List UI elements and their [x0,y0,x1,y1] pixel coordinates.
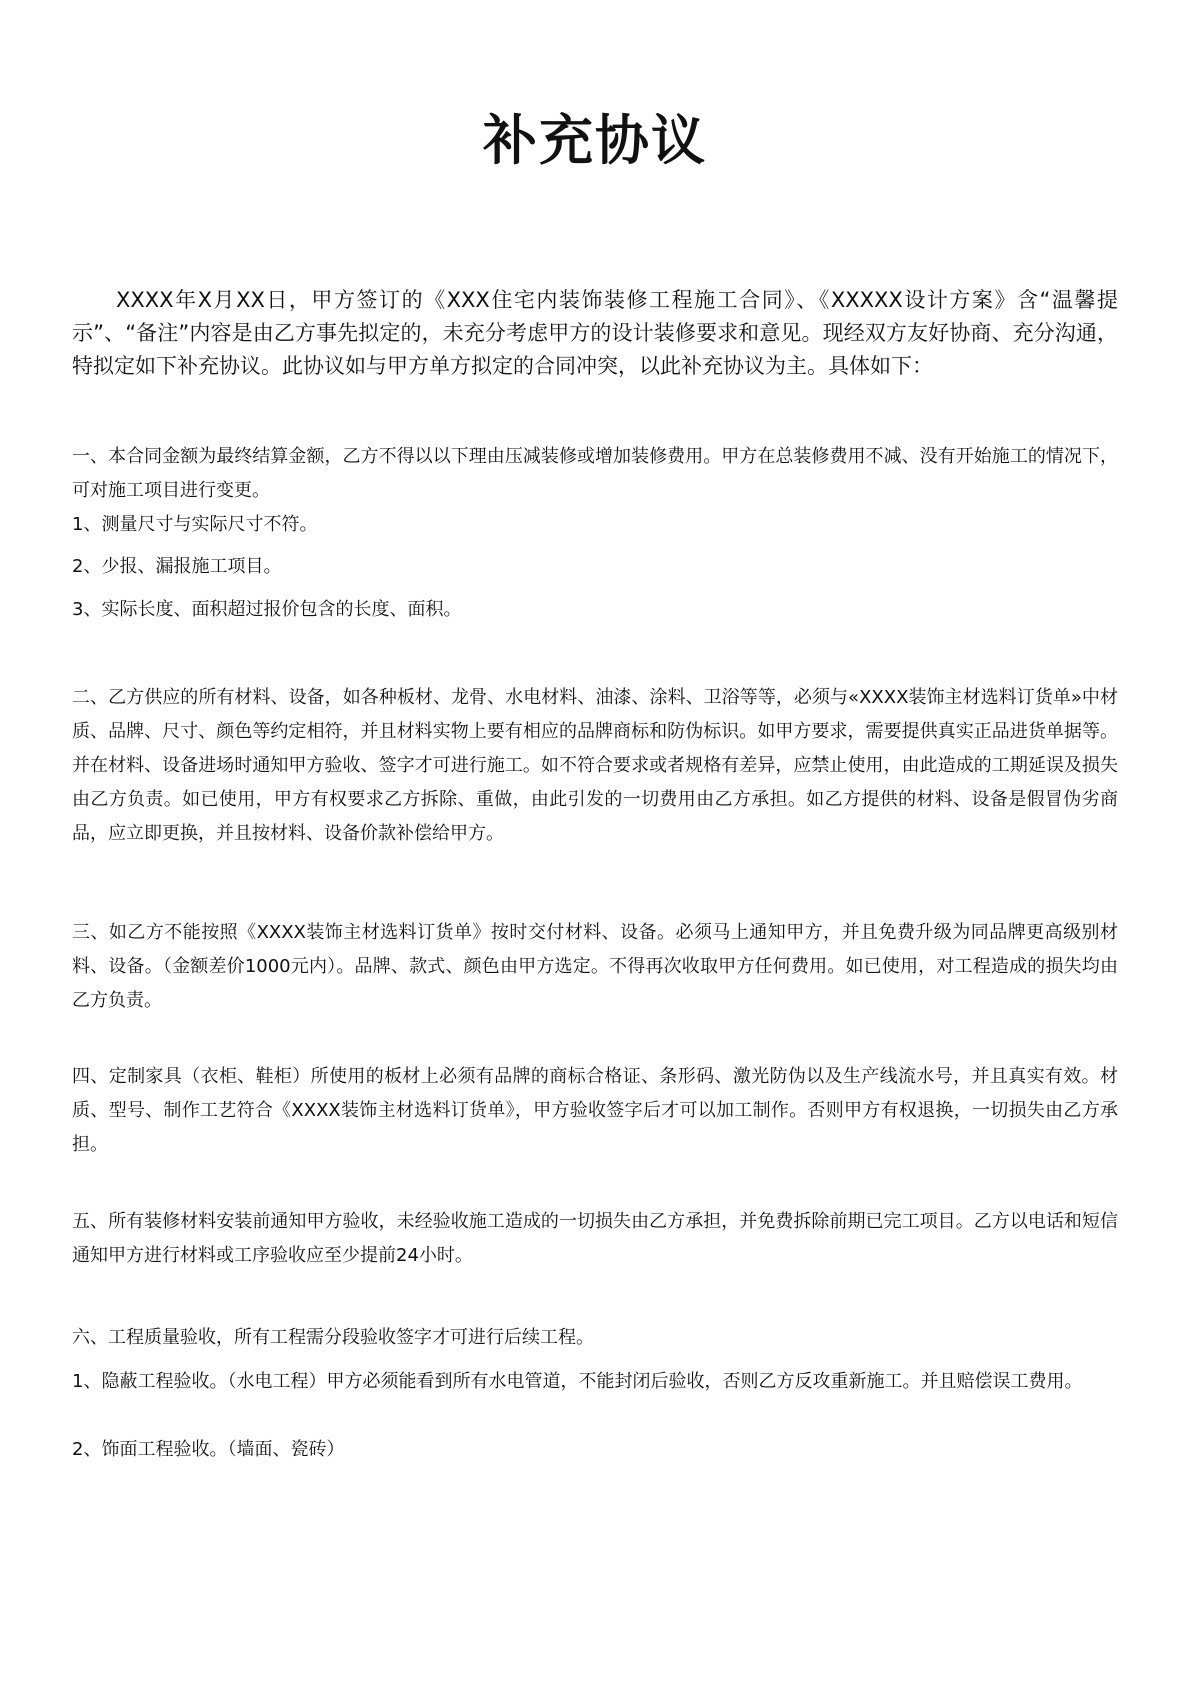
section-five: 五、所有装修材料安装前通知甲方验收，未经验收施工造成的一切损失由乙方承担，并免费拆除前期已完工项目。乙方以电话和短信通知甲方进行材料或工序验收应至少提前24小时。 [72,1211,1118,1266]
section-six: 六、工程质量验收，所有工程需分段验收签字才可进行后续工程。 [72,1327,594,1348]
document-title: 补充协议 [483,108,707,172]
section-one: 一、本合同金额为最终结算金额，乙方不得以以下理由压减装修或增加装修费用。甲方在总装修费用不减、没有开始施工的情况下，可对施工项目进行变更。 [72,446,1118,501]
section-one-item-1: 1、测量尺寸与实际尺寸不符。 [72,514,318,535]
section-four: 四、定制家具（衣柜、鞋柜）所使用的板材上必须有品牌的商标合格证、条形码、激光防伪以及生产线流水号，并且真实有效。材质、型号、制作工艺符合《XXXX装饰主材选料订货单》，甲方验收签字后才可以加工制作。否则甲方有权退换，一切损失由乙方承担。 [72,1066,1118,1155]
section-one-item-3: 3、实际长度、面积超过报价包含的长度、面积。 [72,599,462,620]
section-two: 二、乙方供应的所有材料、设备，如各种板材、龙骨、水电材料、油漆、涂料、卫浴等等，必须与«XXXX装饰主材选料订货单»中材质、品牌、尺寸、颜色等约定相符，并且材料实物上要有相应的品牌商标和防伪标识。如甲方要求，需要提供真实正品进货单据等。并在材料、设备进场时通知甲方验收、签字才可进行施工。如不符合要求或者规格有差异，应禁止使用，由此造成的工期延误及损失由乙方负责。如已使用，甲方有权要求乙方拆除、重做，由此引发的一切费用由乙方承担。如乙方提供的材料、设备是假冒伪劣商品，应立即更换，并且按材料、设备价款补偿给甲方。 [72,687,1118,844]
section-one-item-2: 2、少报、漏报施工项目。 [72,556,282,577]
section-six-item-2: 2、饰面工程验收。（墙面、瓷砖） [72,1439,345,1460]
section-six-item-1: 1、隐蔽工程验收。（水电工程）甲方必须能看到所有水电管道，不能封闭后验收，否则乙方反攻重新施工。并且赔偿误工费用。 [72,1371,1083,1392]
section-three: 三、如乙方不能按照《XXXX装饰主材选料订货单》按时交付材料、设备。必须马上通知甲方，并且免费升级为同品牌更高级别材料、设备。（金额差价1000元内）。品牌、款式、颜色由甲方选定。不得再次收取甲方任何费用。如已使用，对工程造成的损失均由乙方负责。 [72,922,1118,1011]
intro-paragraph: XXXX年X月XX日，甲方签订的《XXX住宅内装饰装修工程施工合同》、《XXXXX设计方案》含“温馨提示”、“备注”内容是由乙方事先拟定的，未充分考虑甲方的设计装修要求和意见。现经双方友好协商、充分沟通，特拟定如下补充协议。此协议如与甲方单方拟定的合同冲突，以此补充协议为主。具体如下： [72,288,1118,378]
